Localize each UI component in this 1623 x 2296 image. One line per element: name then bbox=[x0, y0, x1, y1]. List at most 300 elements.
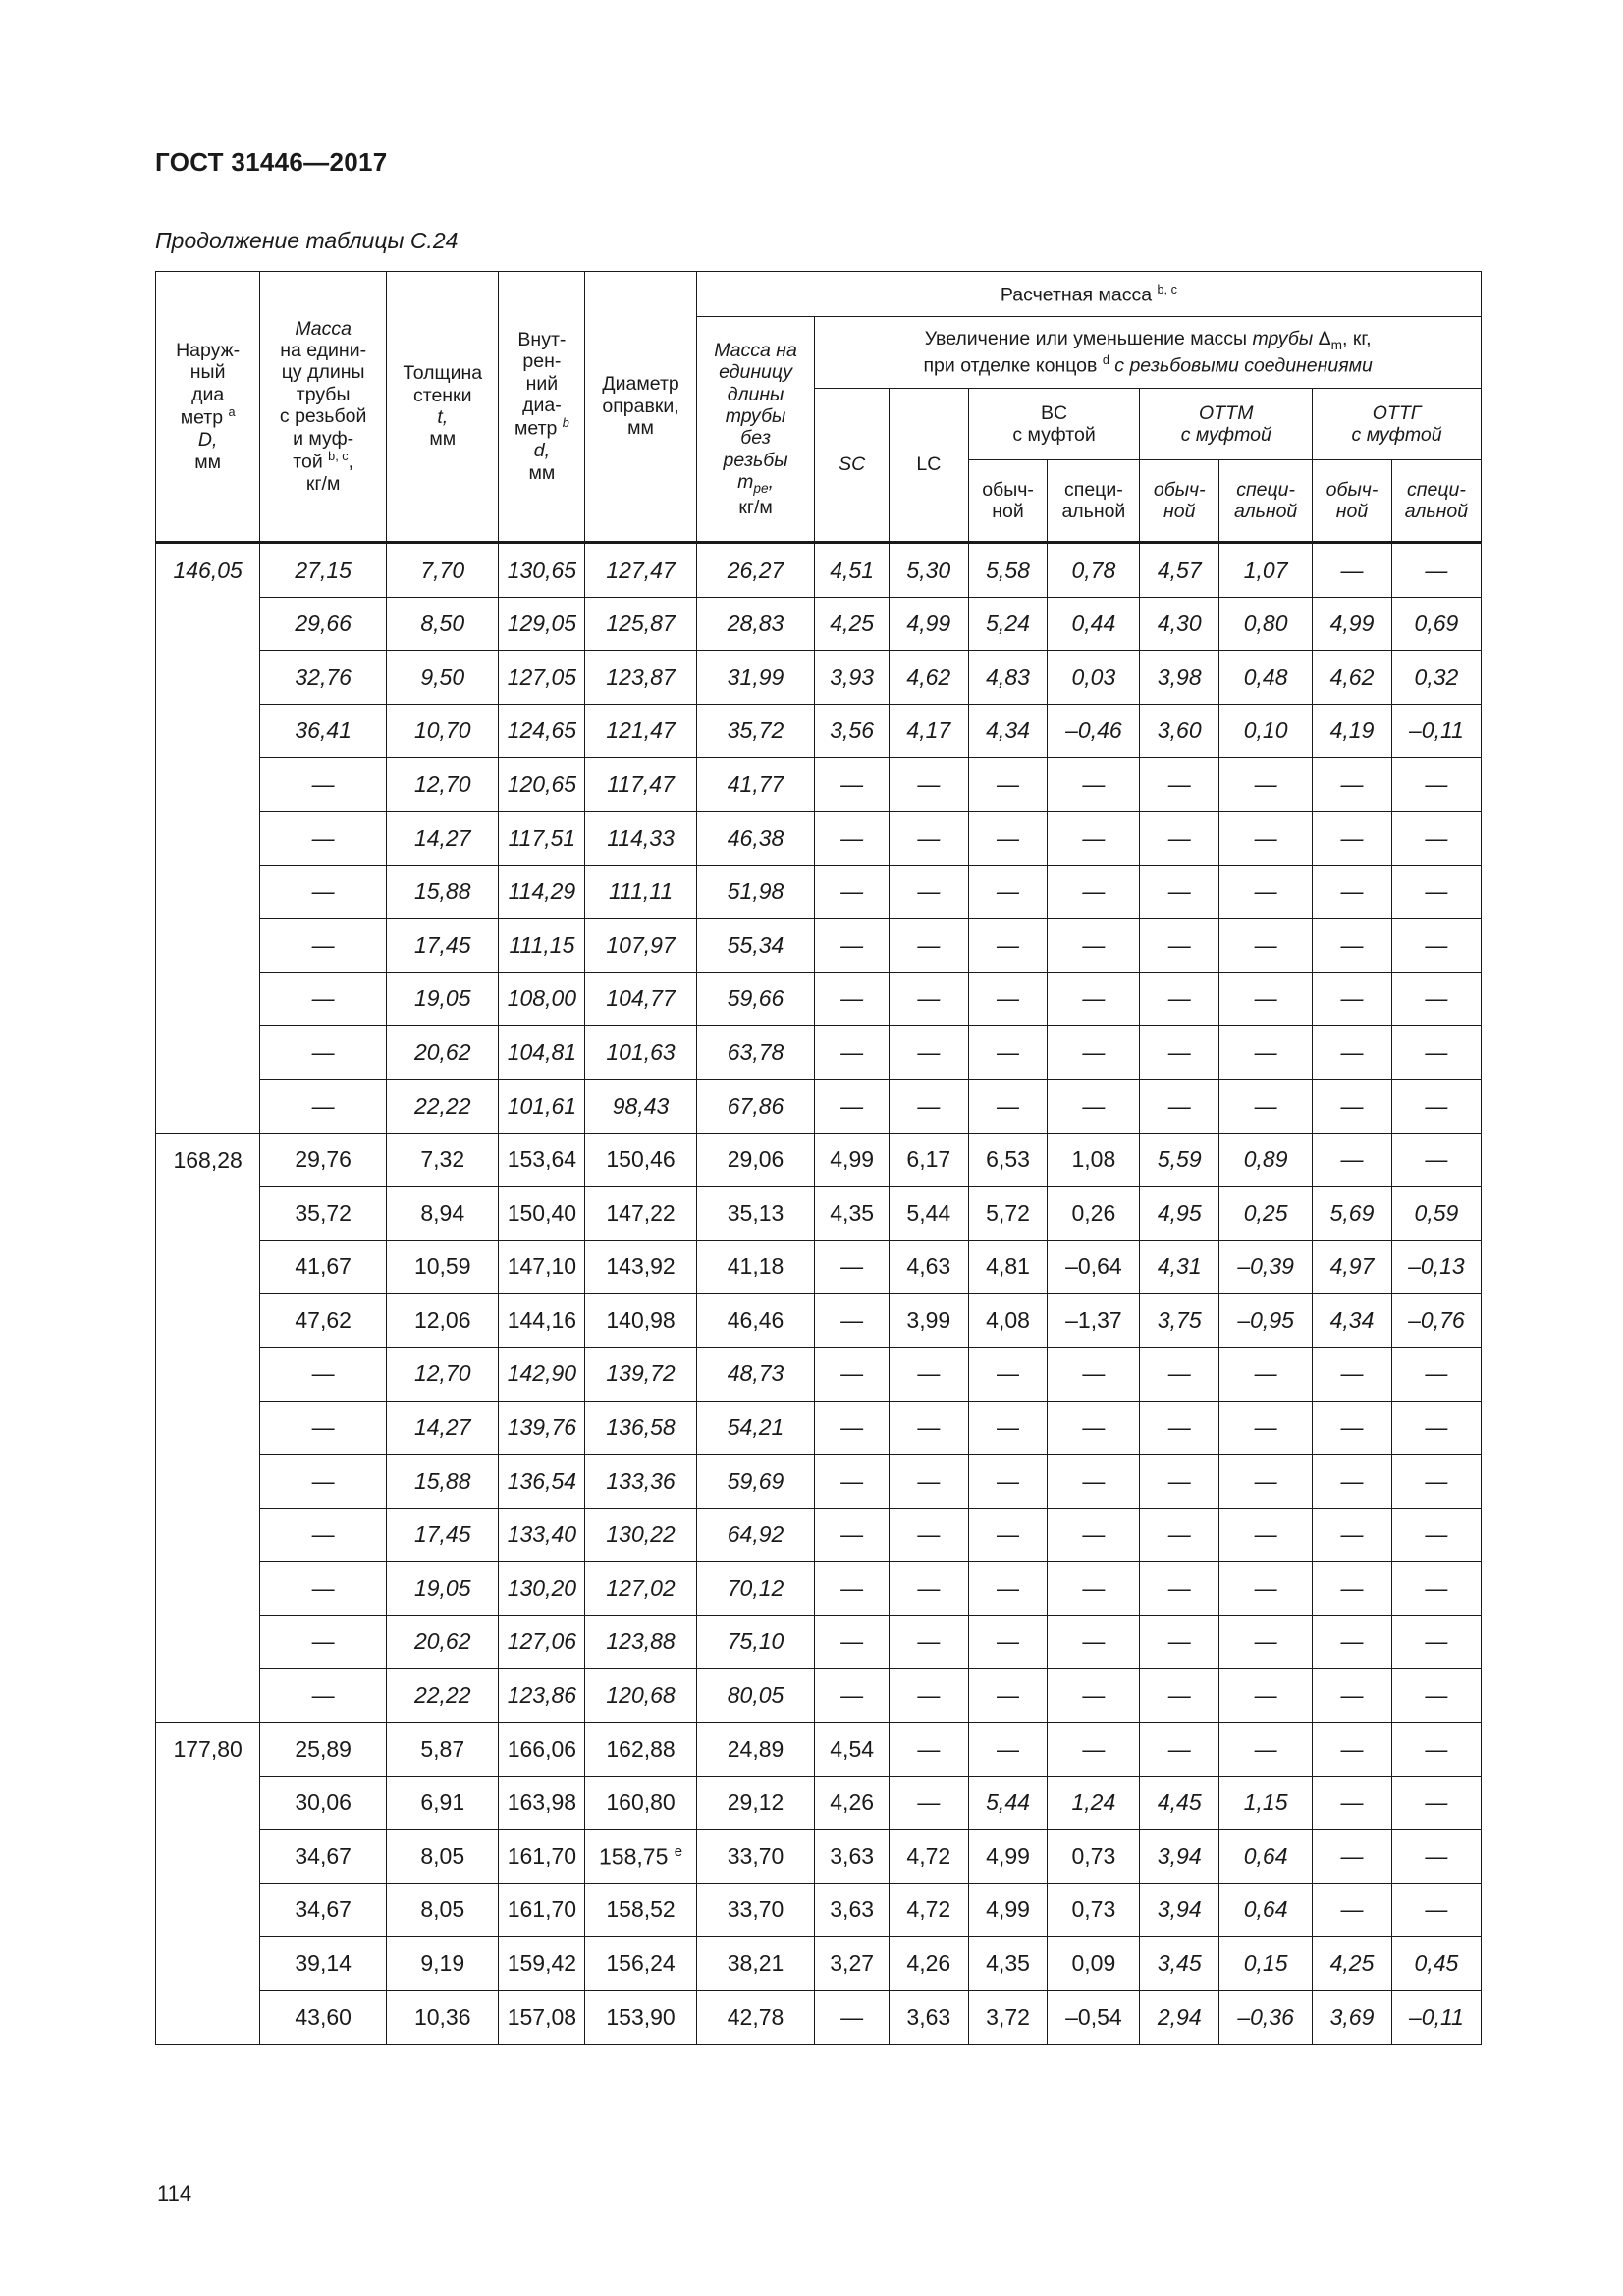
cell-ottg-regular: — bbox=[1313, 865, 1392, 919]
header-bc: BC с муфтой bbox=[968, 389, 1140, 460]
cell-inner-diameter: 161,70 bbox=[499, 1830, 585, 1884]
header-drift-diameter: Диаметр оправки, мм bbox=[585, 272, 696, 543]
cell-ottm-regular: — bbox=[1140, 758, 1219, 812]
cell-ottm-regular: — bbox=[1140, 919, 1219, 973]
cell-ottg-regular: — bbox=[1313, 1723, 1392, 1777]
document-title: ГОСТ 31446—2017 bbox=[155, 147, 388, 177]
table-row bbox=[156, 972, 1482, 1026]
cell-inner-diameter: 159,42 bbox=[499, 1937, 585, 1991]
cell-bc-regular: 4,08 bbox=[968, 1294, 1048, 1348]
cell-ottg-special: — bbox=[1391, 1883, 1481, 1937]
cell-lc: — bbox=[889, 1723, 968, 1777]
cell-sc: 3,56 bbox=[815, 704, 890, 758]
header-wall-thickness: Толщина стенки t, мм bbox=[387, 272, 499, 543]
table-row bbox=[156, 1079, 1482, 1133]
cell-wall-thickness: 14,27 bbox=[387, 811, 499, 865]
cell-plain-end-mass: 63,78 bbox=[696, 1026, 815, 1080]
header-outer-diameter: Наруж- ный диа метр $^a$ D, мм bbox=[156, 272, 260, 543]
cell-sc: 4,26 bbox=[815, 1776, 890, 1830]
cell-bc-special: 1,24 bbox=[1048, 1776, 1140, 1830]
cell-ottm-regular: — bbox=[1140, 1347, 1219, 1401]
cell-ottg-special: — bbox=[1391, 1401, 1481, 1455]
cell-plain-end-mass: 55,34 bbox=[696, 919, 815, 973]
cell-plain-end-mass: 33,70 bbox=[696, 1883, 815, 1937]
cell-wall-thickness: 15,88 bbox=[387, 865, 499, 919]
header-ottm-regular: обыч- ной bbox=[1140, 460, 1219, 543]
table-row bbox=[156, 1508, 1482, 1562]
cell-ottm-regular: 3,45 bbox=[1140, 1937, 1219, 1991]
cell-bc-special: — bbox=[1048, 1347, 1140, 1401]
cell-lc: 4,99 bbox=[889, 597, 968, 651]
cell-ottm-regular: 4,95 bbox=[1140, 1187, 1219, 1241]
cell-drift-diameter: 139,72 bbox=[585, 1347, 696, 1401]
cell-sc: 3,63 bbox=[815, 1883, 890, 1937]
cell-inner-diameter: 130,65 bbox=[499, 543, 585, 598]
cell-sc: — bbox=[815, 1294, 890, 1348]
cell-ottm-special: — bbox=[1219, 1562, 1313, 1616]
cell-wall-thickness: 17,45 bbox=[387, 1508, 499, 1562]
cell-bc-regular: 4,35 bbox=[968, 1937, 1048, 1991]
cell-wall-thickness: 22,22 bbox=[387, 1669, 499, 1723]
cell-ottg-regular: — bbox=[1313, 972, 1392, 1026]
cell-ottg-regular: — bbox=[1313, 1508, 1392, 1562]
cell-bc-regular: 4,83 bbox=[968, 651, 1048, 705]
cell-wall-thickness: 12,06 bbox=[387, 1294, 499, 1348]
header-ottm: ОТТМ с муфтой bbox=[1140, 389, 1313, 460]
cell-ottg-regular: — bbox=[1313, 1401, 1392, 1455]
cell-ottg-special: –0,11 bbox=[1391, 1991, 1481, 2045]
cell-bc-special: –1,37 bbox=[1048, 1294, 1140, 1348]
cell-ottg-special: — bbox=[1391, 1615, 1481, 1669]
cell-ottg-special: — bbox=[1391, 865, 1481, 919]
cell-wall-thickness: 19,05 bbox=[387, 1562, 499, 1616]
cell-drift-diameter: 147,22 bbox=[585, 1187, 696, 1241]
cell-wall-thickness: 15,88 bbox=[387, 1455, 499, 1509]
cell-mass-threaded: 47,62 bbox=[260, 1294, 387, 1348]
cell-bc-regular: 5,72 bbox=[968, 1187, 1048, 1241]
cell-drift-diameter: 156,24 bbox=[585, 1937, 696, 1991]
cell-bc-special: — bbox=[1048, 919, 1140, 973]
cell-wall-thickness: 14,27 bbox=[387, 1401, 499, 1455]
cell-lc: — bbox=[889, 1669, 968, 1723]
cell-ottm-special: 0,25 bbox=[1219, 1187, 1313, 1241]
cell-bc-special: 0,73 bbox=[1048, 1883, 1140, 1937]
cell-wall-thickness: 9,50 bbox=[387, 651, 499, 705]
cell-mass-threaded: 32,76 bbox=[260, 651, 387, 705]
cell-inner-diameter: 142,90 bbox=[499, 1347, 585, 1401]
cell-lc: 4,72 bbox=[889, 1830, 968, 1884]
cell-sc: — bbox=[815, 1508, 890, 1562]
cell-lc: — bbox=[889, 1079, 968, 1133]
cell-bc-special: 1,08 bbox=[1048, 1133, 1140, 1187]
cell-bc-regular: — bbox=[968, 1455, 1048, 1509]
cell-sc: — bbox=[815, 865, 890, 919]
cell-lc: — bbox=[889, 1455, 968, 1509]
cell-ottg-special: — bbox=[1391, 919, 1481, 973]
cell-lc: 4,63 bbox=[889, 1240, 968, 1294]
cell-bc-special: — bbox=[1048, 1401, 1140, 1455]
cell-ottg-regular: 4,97 bbox=[1313, 1240, 1392, 1294]
cell-ottm-regular: 2,94 bbox=[1140, 1991, 1219, 2045]
cell-lc: 5,30 bbox=[889, 543, 968, 598]
cell-ottg-special: — bbox=[1391, 1133, 1481, 1187]
cell-ottg-regular: — bbox=[1313, 1026, 1392, 1080]
cell-bc-regular: — bbox=[968, 1508, 1048, 1562]
cell-bc-regular: — bbox=[968, 1669, 1048, 1723]
cell-mass-threaded: — bbox=[260, 1026, 387, 1080]
cell-inner-diameter: 157,08 bbox=[499, 1991, 585, 2045]
table-body bbox=[156, 543, 1482, 2045]
cell-drift-diameter: 140,98 bbox=[585, 1294, 696, 1348]
cell-ottm-special: — bbox=[1219, 1026, 1313, 1080]
cell-sc: — bbox=[815, 1669, 890, 1723]
cell-mass-threaded: — bbox=[260, 1347, 387, 1401]
cell-ottm-special: 0,64 bbox=[1219, 1883, 1313, 1937]
cell-inner-diameter: 120,65 bbox=[499, 758, 585, 812]
cell-ottm-regular: 3,98 bbox=[1140, 651, 1219, 705]
table-row bbox=[156, 543, 1482, 598]
cell-plain-end-mass: 54,21 bbox=[696, 1401, 815, 1455]
cell-sc: — bbox=[815, 758, 890, 812]
cell-inner-diameter: 129,05 bbox=[499, 597, 585, 651]
cell-ottm-regular: — bbox=[1140, 1723, 1219, 1777]
cell-lc: 4,62 bbox=[889, 651, 968, 705]
header-ottg-regular: обыч- ной bbox=[1313, 460, 1392, 543]
table-row bbox=[156, 1133, 1482, 1187]
table-row bbox=[156, 1187, 1482, 1241]
cell-mass-threaded: 34,67 bbox=[260, 1883, 387, 1937]
cell-plain-end-mass: 41,77 bbox=[696, 758, 815, 812]
cell-ottg-regular: 4,99 bbox=[1313, 597, 1392, 651]
cell-ottg-regular: — bbox=[1313, 1776, 1392, 1830]
cell-drift-diameter: 121,47 bbox=[585, 704, 696, 758]
cell-mass-threaded: 41,67 bbox=[260, 1240, 387, 1294]
cell-drift-diameter: 107,97 bbox=[585, 919, 696, 973]
cell-mass-threaded: — bbox=[260, 1455, 387, 1509]
cell-plain-end-mass: 59,69 bbox=[696, 1455, 815, 1509]
cell-drift-diameter: 123,88 bbox=[585, 1615, 696, 1669]
cell-mass-threaded: — bbox=[260, 972, 387, 1026]
cell-sc: — bbox=[815, 919, 890, 973]
cell-mass-threaded: 39,14 bbox=[260, 1937, 387, 1991]
cell-inner-diameter: 104,81 bbox=[499, 1026, 585, 1080]
cell-lc: — bbox=[889, 1347, 968, 1401]
cell-mass-threaded: 27,15 bbox=[260, 543, 387, 598]
cell-ottg-regular: — bbox=[1313, 1830, 1392, 1884]
cell-lc: — bbox=[889, 1026, 968, 1080]
cell-plain-end-mass: 35,72 bbox=[696, 704, 815, 758]
cell-ottg-special: — bbox=[1391, 1562, 1481, 1616]
header-sc: SC bbox=[815, 389, 890, 543]
cell-bc-regular: — bbox=[968, 758, 1048, 812]
cell-ottm-special: — bbox=[1219, 1508, 1313, 1562]
cell-ottg-regular: 5,69 bbox=[1313, 1187, 1392, 1241]
cell-ottm-special: — bbox=[1219, 919, 1313, 973]
cell-inner-diameter: 108,00 bbox=[499, 972, 585, 1026]
cell-wall-thickness: 17,45 bbox=[387, 919, 499, 973]
cell-inner-diameter: 144,16 bbox=[499, 1294, 585, 1348]
mass-table bbox=[155, 271, 1482, 2045]
cell-outer-diameter: 177,80 bbox=[156, 1723, 260, 2045]
table-row bbox=[156, 651, 1482, 705]
cell-lc: 3,63 bbox=[889, 1991, 968, 2045]
cell-bc-regular: — bbox=[968, 1723, 1048, 1777]
cell-wall-thickness: 8,05 bbox=[387, 1830, 499, 1884]
cell-mass-threaded: 29,66 bbox=[260, 597, 387, 651]
cell-ottm-special: 0,89 bbox=[1219, 1133, 1313, 1187]
header-plain-end-mass: Масса на единицу длины трубы без резьбы $m_{pe}$, кг/м bbox=[696, 317, 815, 543]
cell-plain-end-mass: 41,18 bbox=[696, 1240, 815, 1294]
cell-drift-diameter: 136,58 bbox=[585, 1401, 696, 1455]
table-caption: Продолжение таблицы С.24 bbox=[155, 228, 459, 253]
cell-ottg-special: — bbox=[1391, 1508, 1481, 1562]
cell-inner-diameter: 127,06 bbox=[499, 1615, 585, 1669]
cell-mass-threaded: — bbox=[260, 1079, 387, 1133]
cell-sc: 3,93 bbox=[815, 651, 890, 705]
cell-drift-diameter: 162,88 bbox=[585, 1723, 696, 1777]
table-row bbox=[156, 811, 1482, 865]
cell-lc: — bbox=[889, 1401, 968, 1455]
cell-bc-special: — bbox=[1048, 758, 1140, 812]
cell-bc-regular: — bbox=[968, 1401, 1048, 1455]
cell-sc: — bbox=[815, 1615, 890, 1669]
header-bc-regular: обыч- ной bbox=[968, 460, 1048, 543]
table-row bbox=[156, 1026, 1482, 1080]
cell-wall-thickness: 20,62 bbox=[387, 1615, 499, 1669]
cell-ottg-special: –0,76 bbox=[1391, 1294, 1481, 1348]
cell-wall-thickness: 8,50 bbox=[387, 597, 499, 651]
page-number: 114 bbox=[157, 2181, 192, 2206]
cell-drift-diameter: 143,92 bbox=[585, 1240, 696, 1294]
cell-drift-diameter: 111,11 bbox=[585, 865, 696, 919]
cell-ottg-special: — bbox=[1391, 1669, 1481, 1723]
cell-ottg-regular: — bbox=[1313, 1883, 1392, 1937]
cell-bc-special: — bbox=[1048, 1079, 1140, 1133]
cell-bc-regular: — bbox=[968, 919, 1048, 973]
cell-outer-diameter: 168,28 bbox=[156, 1133, 260, 1723]
cell-plain-end-mass: 35,13 bbox=[696, 1187, 815, 1241]
cell-ottm-special: — bbox=[1219, 1455, 1313, 1509]
cell-bc-special: 0,73 bbox=[1048, 1830, 1140, 1884]
cell-bc-special: 0,26 bbox=[1048, 1187, 1140, 1241]
cell-plain-end-mass: 29,12 bbox=[696, 1776, 815, 1830]
cell-lc: — bbox=[889, 1776, 968, 1830]
cell-plain-end-mass: 29,06 bbox=[696, 1133, 815, 1187]
cell-ottg-regular: — bbox=[1313, 1133, 1392, 1187]
cell-mass-threaded: 34,67 bbox=[260, 1830, 387, 1884]
cell-plain-end-mass: 59,66 bbox=[696, 972, 815, 1026]
cell-sc: 4,51 bbox=[815, 543, 890, 598]
header-calc-mass: Расчетная масса $^{b, c}$ bbox=[696, 272, 1481, 317]
cell-drift-diameter: 153,90 bbox=[585, 1991, 696, 2045]
cell-wall-thickness: 22,22 bbox=[387, 1079, 499, 1133]
table-row bbox=[156, 1294, 1482, 1348]
cell-wall-thickness: 7,70 bbox=[387, 543, 499, 598]
cell-bc-special: — bbox=[1048, 865, 1140, 919]
table-row bbox=[156, 919, 1482, 973]
cell-bc-special: — bbox=[1048, 1615, 1140, 1669]
cell-sc: 3,63 bbox=[815, 1830, 890, 1884]
cell-inner-diameter: 117,51 bbox=[499, 811, 585, 865]
cell-ottm-special: –0,95 bbox=[1219, 1294, 1313, 1348]
cell-bc-regular: 4,99 bbox=[968, 1830, 1048, 1884]
cell-bc-regular: — bbox=[968, 1026, 1048, 1080]
cell-plain-end-mass: 70,12 bbox=[696, 1562, 815, 1616]
cell-sc: 4,99 bbox=[815, 1133, 890, 1187]
cell-lc: — bbox=[889, 972, 968, 1026]
table-row bbox=[156, 758, 1482, 812]
cell-ottm-special: 0,15 bbox=[1219, 1937, 1313, 1991]
cell-bc-special: — bbox=[1048, 1026, 1140, 1080]
cell-lc: 3,99 bbox=[889, 1294, 968, 1348]
cell-ottm-special: — bbox=[1219, 1669, 1313, 1723]
cell-drift-diameter: 117,47 bbox=[585, 758, 696, 812]
header-mass-threaded: Масса на едини- цу длины трубы с резьбой и муф- той $^{b, c}$, кг/м bbox=[260, 272, 387, 543]
cell-lc: — bbox=[889, 811, 968, 865]
cell-ottg-regular: — bbox=[1313, 758, 1392, 812]
header-lc: LC bbox=[889, 389, 968, 543]
cell-sc: — bbox=[815, 1991, 890, 2045]
cell-inner-diameter: 111,15 bbox=[499, 919, 585, 973]
cell-ottm-regular: 3,75 bbox=[1140, 1294, 1219, 1348]
cell-ottm-regular: — bbox=[1140, 1079, 1219, 1133]
cell-ottm-regular: 4,57 bbox=[1140, 543, 1219, 598]
cell-drift-diameter: 158,75 $^e$ bbox=[585, 1830, 696, 1884]
cell-inner-diameter: 166,06 bbox=[499, 1723, 585, 1777]
cell-ottm-special: –0,36 bbox=[1219, 1991, 1313, 2045]
cell-ottg-special: — bbox=[1391, 1026, 1481, 1080]
cell-plain-end-mass: 51,98 bbox=[696, 865, 815, 919]
cell-inner-diameter: 101,61 bbox=[499, 1079, 585, 1133]
cell-drift-diameter: 120,68 bbox=[585, 1669, 696, 1723]
cell-ottm-special: 1,07 bbox=[1219, 543, 1313, 598]
cell-bc-regular: 5,24 bbox=[968, 597, 1048, 651]
cell-sc: — bbox=[815, 1455, 890, 1509]
cell-ottm-regular: 3,60 bbox=[1140, 704, 1219, 758]
cell-sc: — bbox=[815, 1079, 890, 1133]
cell-sc: — bbox=[815, 1401, 890, 1455]
cell-ottm-regular: — bbox=[1140, 1615, 1219, 1669]
table-row bbox=[156, 1240, 1482, 1294]
cell-ottm-regular: — bbox=[1140, 1669, 1219, 1723]
cell-outer-diameter: 146,05 bbox=[156, 543, 260, 1134]
cell-bc-regular: — bbox=[968, 1347, 1048, 1401]
cell-ottg-regular: — bbox=[1313, 1615, 1392, 1669]
cell-bc-regular: — bbox=[968, 811, 1048, 865]
cell-ottg-special: — bbox=[1391, 1455, 1481, 1509]
cell-drift-diameter: 114,33 bbox=[585, 811, 696, 865]
cell-ottm-special: — bbox=[1219, 865, 1313, 919]
cell-plain-end-mass: 80,05 bbox=[696, 1669, 815, 1723]
table-row bbox=[156, 1991, 1482, 2045]
cell-sc: 4,54 bbox=[815, 1723, 890, 1777]
cell-inner-diameter: 139,76 bbox=[499, 1401, 585, 1455]
cell-drift-diameter: 98,43 bbox=[585, 1079, 696, 1133]
cell-plain-end-mass: 48,73 bbox=[696, 1347, 815, 1401]
cell-ottg-special: — bbox=[1391, 1830, 1481, 1884]
cell-plain-end-mass: 28,83 bbox=[696, 597, 815, 651]
cell-inner-diameter: 114,29 bbox=[499, 865, 585, 919]
cell-bc-special: — bbox=[1048, 1455, 1140, 1509]
footnote-mark-e: e bbox=[674, 1842, 683, 1860]
cell-ottg-special: — bbox=[1391, 811, 1481, 865]
cell-lc: 4,17 bbox=[889, 704, 968, 758]
cell-ottm-special: — bbox=[1219, 1079, 1313, 1133]
table-header bbox=[156, 272, 1482, 543]
header-ottg-special: специ- альной bbox=[1391, 460, 1481, 543]
cell-bc-special: –0,54 bbox=[1048, 1991, 1140, 2045]
cell-ottm-special: 0,64 bbox=[1219, 1830, 1313, 1884]
cell-ottg-special: –0,13 bbox=[1391, 1240, 1481, 1294]
cell-sc: 4,25 bbox=[815, 597, 890, 651]
cell-bc-regular: — bbox=[968, 1615, 1048, 1669]
cell-plain-end-mass: 64,92 bbox=[696, 1508, 815, 1562]
cell-ottm-regular: 4,31 bbox=[1140, 1240, 1219, 1294]
cell-inner-diameter: 153,64 bbox=[499, 1133, 585, 1187]
cell-wall-thickness: 6,91 bbox=[387, 1776, 499, 1830]
cell-drift-diameter: 160,80 bbox=[585, 1776, 696, 1830]
cell-inner-diameter: 127,05 bbox=[499, 651, 585, 705]
cell-ottm-regular: — bbox=[1140, 972, 1219, 1026]
table-row bbox=[156, 865, 1482, 919]
cell-ottm-regular: — bbox=[1140, 1562, 1219, 1616]
cell-ottm-special: — bbox=[1219, 1615, 1313, 1669]
cell-ottm-regular: — bbox=[1140, 865, 1219, 919]
cell-sc: — bbox=[815, 1026, 890, 1080]
cell-bc-special: 0,03 bbox=[1048, 651, 1140, 705]
cell-ottm-special: — bbox=[1219, 811, 1313, 865]
cell-ottg-special: — bbox=[1391, 1347, 1481, 1401]
cell-ottm-regular: — bbox=[1140, 1508, 1219, 1562]
cell-bc-regular: 3,72 bbox=[968, 1991, 1048, 2045]
cell-bc-regular: 5,44 bbox=[968, 1776, 1048, 1830]
cell-ottm-regular: — bbox=[1140, 1401, 1219, 1455]
cell-ottm-special: — bbox=[1219, 1723, 1313, 1777]
cell-wall-thickness: 10,70 bbox=[387, 704, 499, 758]
cell-mass-threaded: 25,89 bbox=[260, 1723, 387, 1777]
cell-plain-end-mass: 75,10 bbox=[696, 1615, 815, 1669]
cell-mass-threaded: 30,06 bbox=[260, 1776, 387, 1830]
cell-plain-end-mass: 42,78 bbox=[696, 1991, 815, 2045]
cell-bc-special: — bbox=[1048, 1562, 1140, 1616]
cell-ottg-regular: 3,69 bbox=[1313, 1991, 1392, 2045]
cell-bc-regular: 4,99 bbox=[968, 1883, 1048, 1937]
cell-wall-thickness: 8,94 bbox=[387, 1187, 499, 1241]
cell-bc-regular: 4,81 bbox=[968, 1240, 1048, 1294]
cell-drift-diameter: 130,22 bbox=[585, 1508, 696, 1562]
cell-ottm-special: — bbox=[1219, 758, 1313, 812]
cell-plain-end-mass: 33,70 bbox=[696, 1830, 815, 1884]
cell-ottm-regular: 4,30 bbox=[1140, 597, 1219, 651]
cell-sc: 4,35 bbox=[815, 1187, 890, 1241]
cell-drift-diameter: 104,77 bbox=[585, 972, 696, 1026]
cell-ottg-special: — bbox=[1391, 543, 1481, 598]
table-row bbox=[156, 704, 1482, 758]
cell-wall-thickness: 19,05 bbox=[387, 972, 499, 1026]
table-row bbox=[156, 1401, 1482, 1455]
cell-ottm-special: — bbox=[1219, 972, 1313, 1026]
cell-ottm-special: 0,10 bbox=[1219, 704, 1313, 758]
cell-bc-special: — bbox=[1048, 1723, 1140, 1777]
cell-sc: — bbox=[815, 1347, 890, 1401]
cell-bc-special: — bbox=[1048, 811, 1140, 865]
cell-bc-special: 0,78 bbox=[1048, 543, 1140, 598]
cell-ottg-regular: 4,25 bbox=[1313, 1937, 1392, 1991]
cell-ottg-regular: 4,34 bbox=[1313, 1294, 1392, 1348]
cell-ottg-special: — bbox=[1391, 972, 1481, 1026]
cell-lc: — bbox=[889, 1562, 968, 1616]
cell-sc: — bbox=[815, 1562, 890, 1616]
